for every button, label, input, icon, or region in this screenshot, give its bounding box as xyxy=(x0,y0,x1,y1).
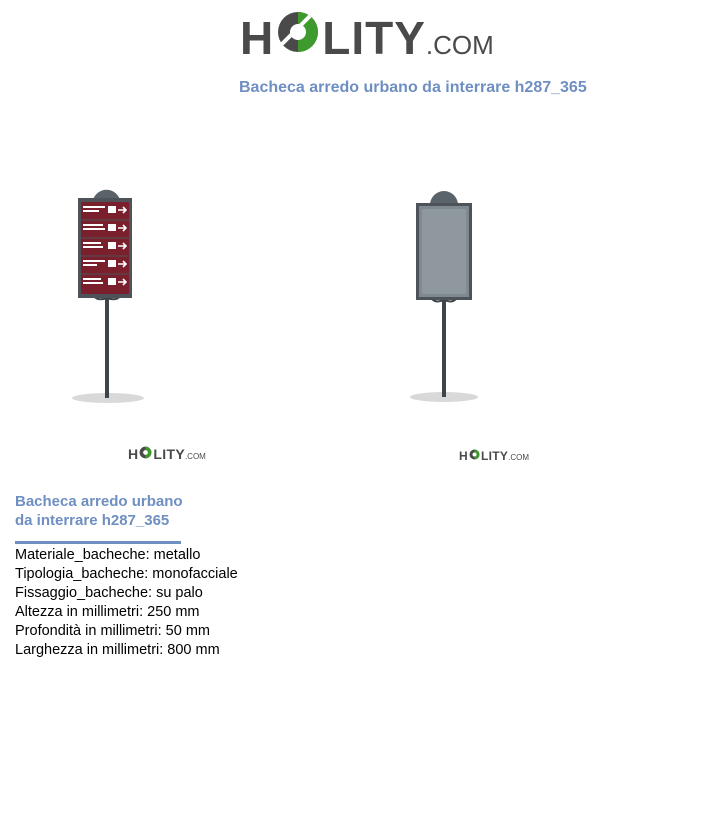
spec-item: Tipologia_bacheche: monofacciale xyxy=(15,566,238,582)
watermark-suffix: LITY xyxy=(480,449,509,463)
product-image-blank-board xyxy=(400,185,490,410)
spec-item: Materiale_bacheche: metallo xyxy=(15,547,201,563)
watermark-domain: .COM xyxy=(184,452,206,461)
spec-list xyxy=(15,546,238,660)
logo-suffix: LITY xyxy=(322,12,426,64)
section-divider xyxy=(15,541,181,544)
watermark-domain: .COM xyxy=(508,453,530,462)
section-title-line2: da interrare h287_365 xyxy=(15,512,170,529)
watermark-prefix: H xyxy=(128,446,139,462)
spec-item: Fissaggio_bacheche: su palo xyxy=(15,585,203,601)
spec-item: Larghezza in millimetri: 800 mm xyxy=(15,642,220,658)
product-image-signpost xyxy=(60,180,160,410)
holity-watermark-right xyxy=(459,448,529,464)
holity-logo[interactable] xyxy=(240,10,494,66)
logo-o-icon xyxy=(469,449,480,460)
watermark-suffix: LITY xyxy=(153,446,185,462)
spec-item: Profondità in millimetri: 50 mm xyxy=(15,623,210,639)
logo-o-icon xyxy=(276,10,320,54)
logo-prefix: H xyxy=(240,12,275,64)
logo-o-icon xyxy=(139,446,152,459)
watermark-prefix: H xyxy=(459,449,468,463)
section-title xyxy=(15,492,245,530)
logo-domain: .COM xyxy=(425,30,494,60)
holity-watermark-left xyxy=(128,446,206,462)
spec-item: Altezza in millimetri: 250 mm xyxy=(15,604,200,620)
section-title-line1: Bacheca arredo urbano xyxy=(15,493,183,510)
page-title: Bacheca arredo urbano da interrare h287_365 xyxy=(239,79,587,96)
